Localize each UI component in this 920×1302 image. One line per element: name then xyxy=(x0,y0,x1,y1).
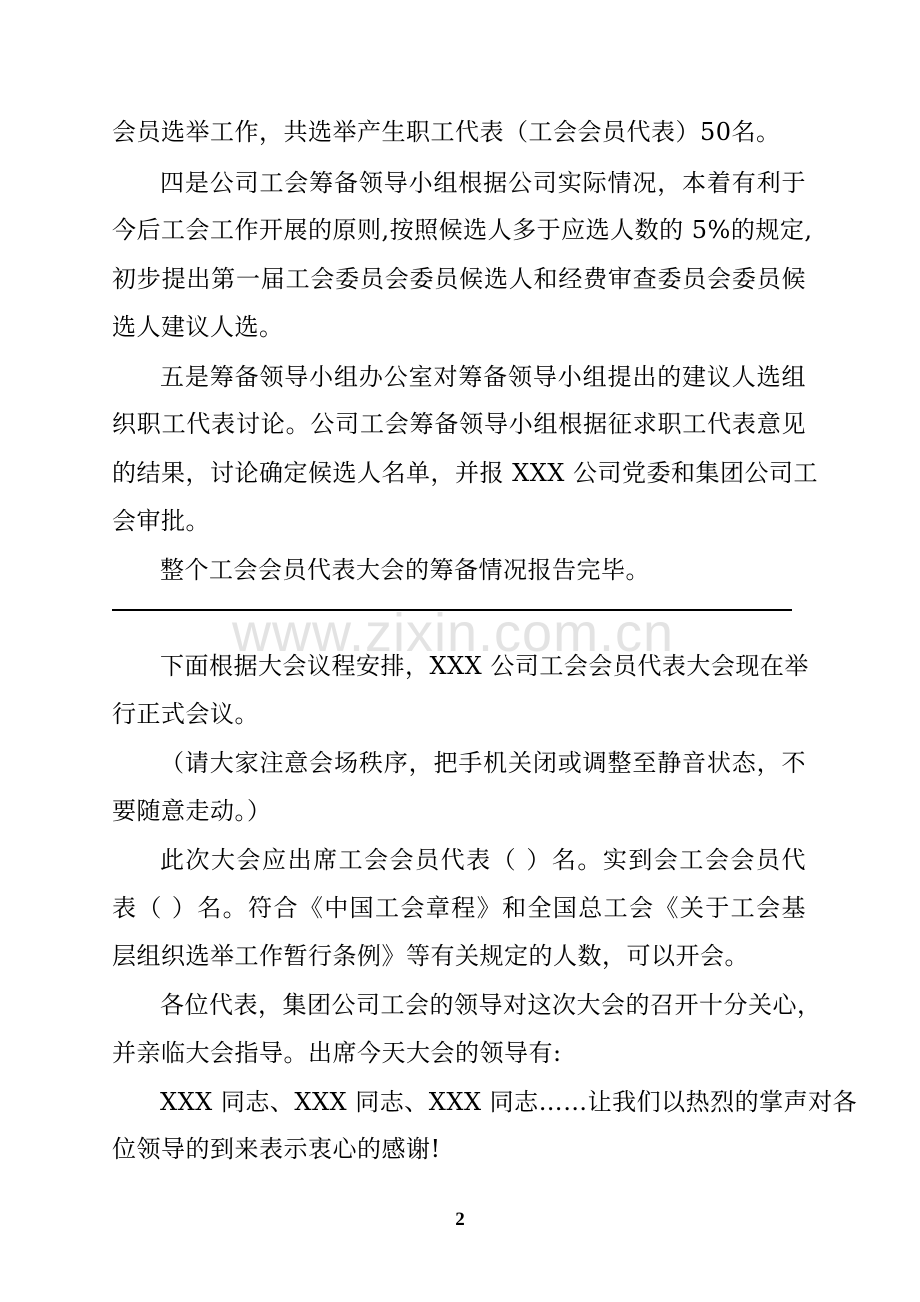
text-line: 五是筹备领导小组办公室对筹备领导小组提出的建议人选组 xyxy=(160,363,806,391)
page-number: 2 xyxy=(455,1209,465,1230)
text-line: 的结果，讨论确定候选人名单，并报 XXX 公司党委和集团公司工 xyxy=(112,459,819,487)
text-line: 整个工会会员代表大会的筹备情况报告完毕。 xyxy=(160,556,650,584)
text-line: （请大家注意会场秩序，把手机关闭或调整至静音状态，不 xyxy=(160,749,806,777)
text-line: 各位代表，集团公司工会的领导对这次大会的召开十分关心， xyxy=(160,991,822,1019)
text-line: 此次大会应出席工会会员代表（ ）名。实到会工会会员代 xyxy=(160,846,806,874)
text-line: 四是公司工会筹备领导小组根据公司实际情况，本着有利于 xyxy=(160,169,806,197)
text-line: 层组织选举工作暂行条例》等有关规定的人数，可以开会。 xyxy=(112,942,749,970)
text-line: 下面根据大会议程安排，XXX 公司工会会员代表大会现在举 xyxy=(160,652,809,680)
text-line: XXX 同志、XXX 同志、XXX 同志……让我们以热烈的掌声对各 xyxy=(160,1088,858,1116)
text-line: 表（ ）名。符合《中国工会章程》和全国总工会《关于工会基 xyxy=(112,894,806,922)
text-line: 织职工代表讨论。公司工会筹备领导小组根据征求职工代表意见 xyxy=(112,410,806,438)
text-line: 要随意走动。） xyxy=(112,797,272,825)
text-line: 选人建议人选。 xyxy=(112,313,284,341)
text-line: 行正式会议。 xyxy=(112,700,259,728)
text-line: 会审批。 xyxy=(112,507,210,535)
text-line: 位领导的到来表示衷心的感谢! xyxy=(112,1135,441,1163)
watermark: www.zixin.com.cn xyxy=(232,603,675,663)
text-line: 并亲临大会指导。出席今天大会的领导有: xyxy=(112,1039,562,1067)
text-line: 会员选举工作，共选举产生职工代表（工会会员代表）50名。 xyxy=(112,118,781,146)
text-line: 今后工会工作开展的原则,按照候选人多于应选人数的 5%的规定, xyxy=(112,216,813,244)
text-line: 初步提出第一届工会委员会委员候选人和经费审查委员会委员候 xyxy=(112,265,806,293)
